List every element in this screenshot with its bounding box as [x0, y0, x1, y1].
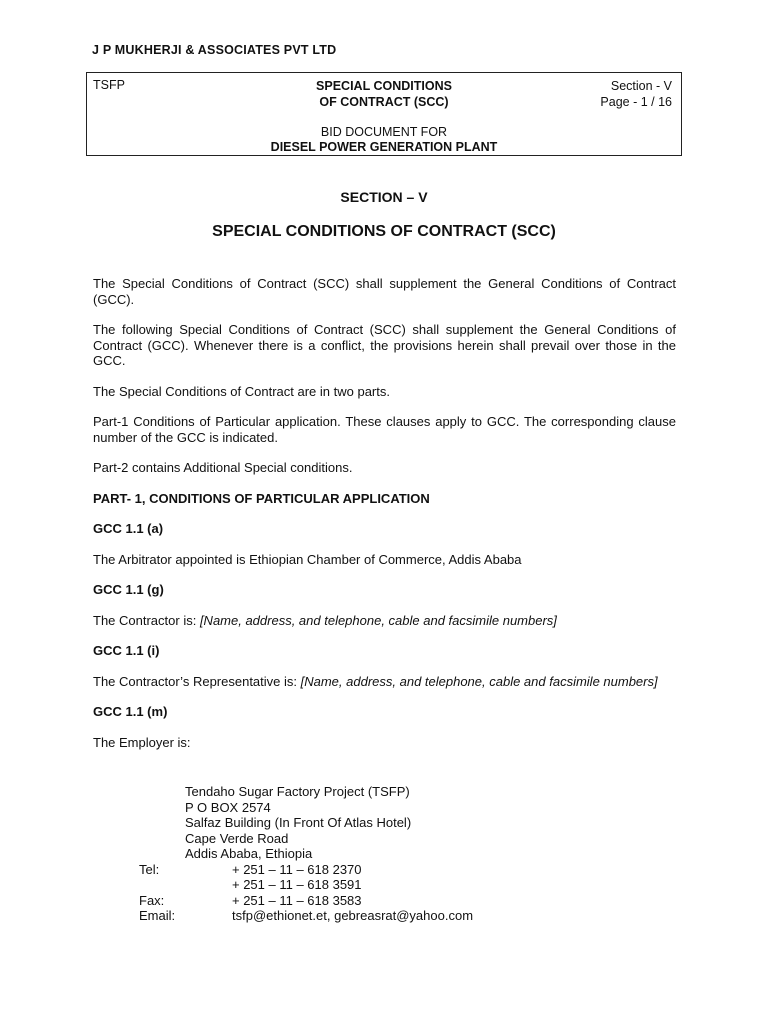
- paragraph-part1: Part-1 Conditions of Particular application. These clauses apply to GCC. The corresponding clause number of the GCC is indicated.: [93, 414, 676, 445]
- section-title: SECTION – V: [340, 189, 428, 205]
- fax-number: + 251 – 11 – 618 3583: [232, 892, 362, 908]
- clause-text-m: The Employer is:: [93, 734, 191, 750]
- header-bid-document: [87, 125, 681, 155]
- email-row: [93, 908, 474, 924]
- part1-heading: PART- 1, CONDITIONS OF PARTICULAR APPLICATION: [93, 490, 430, 506]
- document-header-box: [86, 72, 682, 156]
- clause-heading-a: GCC 1.1 (a): [93, 521, 164, 536]
- header-title-line1: SPECIAL CONDITIONS: [316, 79, 452, 93]
- header-project-code: TSFP: [93, 78, 125, 92]
- clause-text-g: [93, 613, 676, 629]
- header-section-page: [600, 78, 672, 110]
- tel-row-1: [93, 862, 411, 878]
- header-section-label: Section - V: [610, 79, 672, 93]
- tel-label: Tel:: [139, 861, 160, 877]
- paragraph-two-parts: The Special Conditions of Contract are in two parts.: [93, 383, 390, 399]
- clause-text-i-placeholder: [Name, address, and telephone, cable and facsimile numbers]: [300, 673, 658, 689]
- address-line-2: P O BOX 2574: [185, 799, 271, 815]
- tel-row-2: [93, 877, 411, 893]
- email-label: Email:: [139, 908, 176, 923]
- address-line-5: Addis Ababa, Ethiopia: [185, 846, 313, 861]
- clause-heading-g: GCC 1.1 (g): [93, 582, 164, 597]
- document-body: [93, 276, 676, 765]
- fax-label: Fax:: [139, 892, 165, 908]
- email-addresses: tsfp@ethionet.et, gebreasrat@yahoo.com: [232, 908, 474, 923]
- clause-text-g-placeholder: [Name, address, and telephone, cable and facsimile numbers]: [199, 612, 557, 628]
- header-document-title: [87, 78, 681, 110]
- header-bid-line1: BID DOCUMENT FOR: [320, 125, 448, 139]
- tel-number-1: + 251 – 11 – 618 2370: [232, 861, 362, 877]
- address-line-3: Salfaz Building (In Front Of Atlas Hotel): [185, 815, 412, 830]
- header-title-line2: OF CONTRACT (SCC): [319, 95, 449, 109]
- employer-address-block: [93, 784, 474, 924]
- tel-number-2: + 251 – 11 – 618 3591: [232, 877, 362, 892]
- clause-heading-m: GCC 1.1 (m): [93, 704, 168, 719]
- paragraph-conflict: The following Special Conditions of Contract (SCC) shall supplement the General Conditions of Contract (GCC). Whenever there is a conflict, the provisions herein shall prevail over those in the GCC.: [93, 322, 676, 368]
- paragraph-part2: Part-2 contains Additional Special conditions.: [93, 460, 353, 475]
- clause-text-g-prefix: The Contractor is:: [93, 612, 200, 628]
- clause-text-a: The Arbitrator appointed is Ethiopian Chamber of Commerce, Addis Ababa: [93, 551, 522, 567]
- paragraph-intro: The Special Conditions of Contract (SCC) shall supplement the General Conditions of Contract (GCC).: [93, 276, 676, 307]
- main-title: SPECIAL CONDITIONS OF CONTRACT (SCC): [212, 223, 556, 240]
- address-line-1: Tendaho Sugar Factory Project (TSFP): [185, 784, 410, 799]
- clause-text-i: [93, 674, 676, 690]
- clause-heading-i: GCC 1.1 (i): [93, 643, 160, 658]
- address-line-4: Cape Verde Road: [185, 830, 289, 846]
- company-name: J P MUKHERJI & ASSOCIATES PVT LTD: [92, 43, 337, 57]
- fax-row: [93, 893, 411, 909]
- header-bid-line2: DIESEL POWER GENERATION PLANT: [270, 140, 498, 154]
- header-page-number: Page - 1 / 16: [600, 95, 672, 109]
- clause-text-i-prefix: The Contractor’s Representative is:: [93, 673, 301, 689]
